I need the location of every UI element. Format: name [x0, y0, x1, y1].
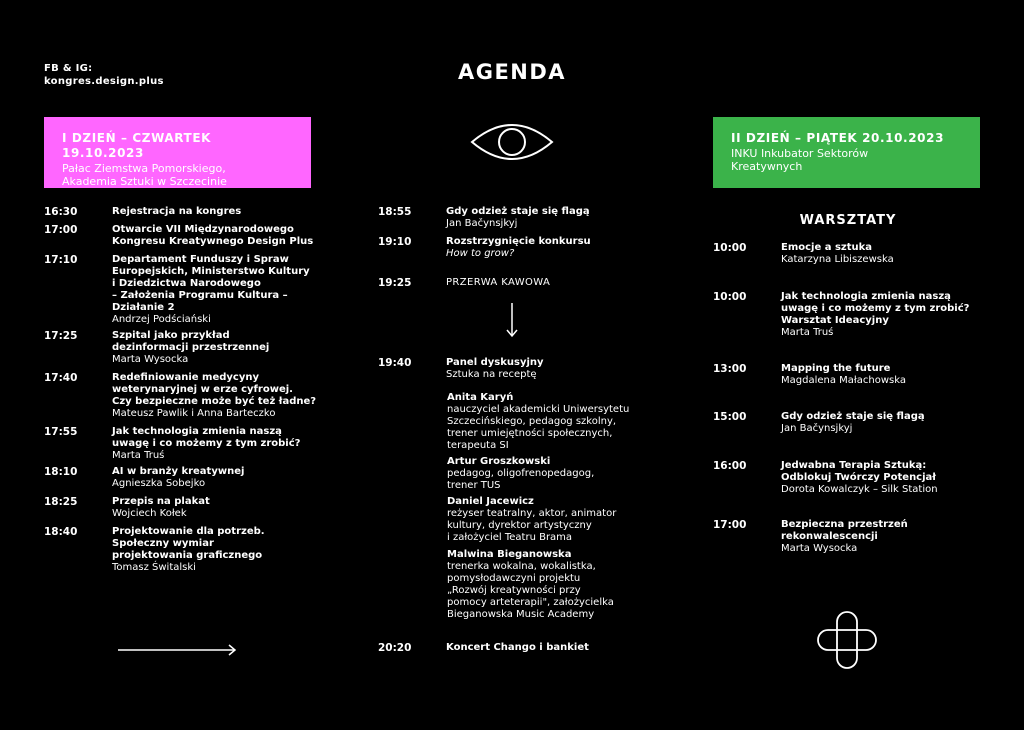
item-time: 19:40 [378, 357, 412, 369]
item-time: 16:30 [44, 206, 78, 218]
item-time: 13:00 [713, 363, 747, 375]
panelist-name: Artur Groszkowski [447, 456, 551, 467]
item-time: 18:40 [44, 526, 78, 538]
panelist-name: Anita Karyń [447, 392, 514, 403]
item-time: 17:00 [44, 224, 78, 236]
item-time: 17:25 [44, 330, 78, 342]
item-speaker: Marta Wysocka [112, 354, 189, 365]
eye-icon [470, 120, 554, 164]
panelist-role: trenerka wokalna, wokalistka, pomysłodawczyni projektu „Rozwój kreatywności przy pomocy arteterapii", założycielka Bieganowska Music Academy [447, 561, 614, 620]
item-title: Gdy odzież staje się flagą [781, 411, 925, 422]
item-time: 15:00 [713, 411, 747, 423]
item-time: 17:00 [713, 519, 747, 531]
item-speaker: Mateusz Pawlik i Anna Barteczko [112, 408, 276, 419]
day1-place: Pałac Ziemstwa Pomorskiego, Akademia Sztuki w Szczecinie [62, 162, 227, 188]
item-speaker: Katarzyna Libiszewska [781, 254, 894, 265]
day2-header [713, 117, 980, 188]
panelist-name: Daniel Jacewicz [447, 496, 534, 507]
item-title: Redefiniowanie medycyny weterynaryjnej w erze cyfrowej. Czy bezpieczne może być też ładne? [112, 372, 317, 407]
item-title: Rejestracja na kongres [112, 206, 242, 217]
item-title: Emocje a sztuka [781, 242, 873, 253]
day2-schedule [713, 242, 1013, 572]
item-time: 18:25 [44, 496, 78, 508]
panelist-role: reżyser teatralny, aktor, animator kultury, dyrektor artystyczny i założyciel Teatru Brama [447, 508, 617, 543]
item-subtitle: Sztuka na receptę [446, 369, 537, 380]
item-title: Szpital jako przykład dezinformacji przestrzennej [112, 330, 270, 353]
item-title: PRZERWA KAWOWA [446, 277, 551, 288]
item-title: Koncert Chango i bankiet [446, 642, 589, 653]
day1-title: I DZIEŃ – CZWARTEK 19.10.2023 [62, 131, 212, 160]
day1-header [44, 117, 311, 188]
item-time: 20:20 [378, 642, 412, 654]
panelist-role: nauczyciel akademicki Uniwersytetu Szczecińskiego, pedagog szkolny, trener umiejętności społecznych, terapeuta SI [447, 404, 630, 451]
item-title: Rozstrzygnięcie konkursu [446, 236, 591, 247]
item-subtitle: How to grow? [446, 248, 515, 259]
panelist-name: Malwina Bieganowska [447, 549, 572, 560]
day2-title: II DZIEŃ – PIĄTEK 20.10.2023 [731, 131, 945, 145]
item-time: 17:55 [44, 426, 78, 438]
item-time: 18:55 [378, 206, 412, 218]
day1-schedule [44, 206, 344, 586]
arrow-right-icon [118, 644, 238, 656]
workshops-title: WARSZTATY [799, 213, 897, 228]
item-speaker: Andrzej Podściański [112, 314, 211, 325]
item-speaker: Marta Truś [781, 327, 834, 338]
item-speaker: Dorota Kowalczyk – Silk Station [781, 484, 938, 495]
panelist [447, 496, 667, 544]
item-time: 16:00 [713, 460, 747, 472]
item-speaker: Wojciech Kołek [112, 508, 187, 519]
item-speaker: Marta Wysocka [781, 543, 858, 554]
item-time: 18:10 [44, 466, 78, 478]
item-time: 17:40 [44, 372, 78, 384]
item-title: Departament Funduszy i Spraw Europejskich, Ministerstwo Kultury i Dziedzictwa Narodowego – Założenia Programu Kultura – Działanie 2 [112, 254, 310, 313]
arrow-down-icon [506, 303, 518, 339]
panelist [447, 456, 667, 492]
item-speaker: Agnieszka Sobejko [112, 478, 206, 489]
item-title: Jak technologia zmienia naszą uwagę i co możemy z tym zrobić? [112, 426, 301, 449]
day2-place: INKU Inkubator Sektorów Kreatywnych [731, 147, 869, 173]
page-title: AGENDA [457, 60, 567, 84]
item-title: Jedwabna Terapia Sztuką: Odblokuj Twórczy Potencjał [781, 460, 936, 483]
item-time: 10:00 [713, 242, 747, 254]
item-speaker: Tomasz Świtalski [112, 562, 196, 573]
item-time: 17:10 [44, 254, 78, 266]
social-url: kongres.design.plus [44, 76, 164, 87]
item-title: Mapping the future [781, 363, 891, 374]
item-speaker: Magdalena Małachowska [781, 375, 906, 386]
item-speaker: Jan Bačynsjkyj [446, 218, 518, 229]
item-title: Otwarcie VII Międzynarodowego Kongresu Kreatywnego Design Plus [112, 224, 314, 247]
cross-outline-icon [817, 611, 877, 669]
item-title: Przepis na plakat [112, 496, 210, 507]
panelist [447, 549, 667, 621]
item-time: 19:10 [378, 236, 412, 248]
item-speaker: Marta Truś [112, 450, 165, 461]
item-time: 19:25 [378, 277, 412, 289]
item-time: 10:00 [713, 291, 747, 303]
panelist [447, 392, 667, 452]
item-title: Gdy odzież staje się flagą [446, 206, 590, 217]
social-label: FB & IG: [44, 63, 93, 74]
item-title: Jak technologia zmienia naszą uwagę i co możemy z tym zrobić? Warsztat Ideacyjny [781, 291, 970, 326]
item-title: Bezpieczna przestrzeń rekonwalescencji [781, 519, 908, 542]
item-speaker: Jan Bačynsjkyj [781, 423, 853, 434]
item-title: AI w branży kreatywnej [112, 466, 245, 477]
item-title: Panel dyskusyjny [446, 357, 544, 368]
item-title: Projektowanie dla potrzeb. Społeczny wymiar projektowania graficznego [112, 526, 265, 561]
panelist-role: pedagog, oligofrenopedagog, trener TUS [447, 468, 595, 491]
